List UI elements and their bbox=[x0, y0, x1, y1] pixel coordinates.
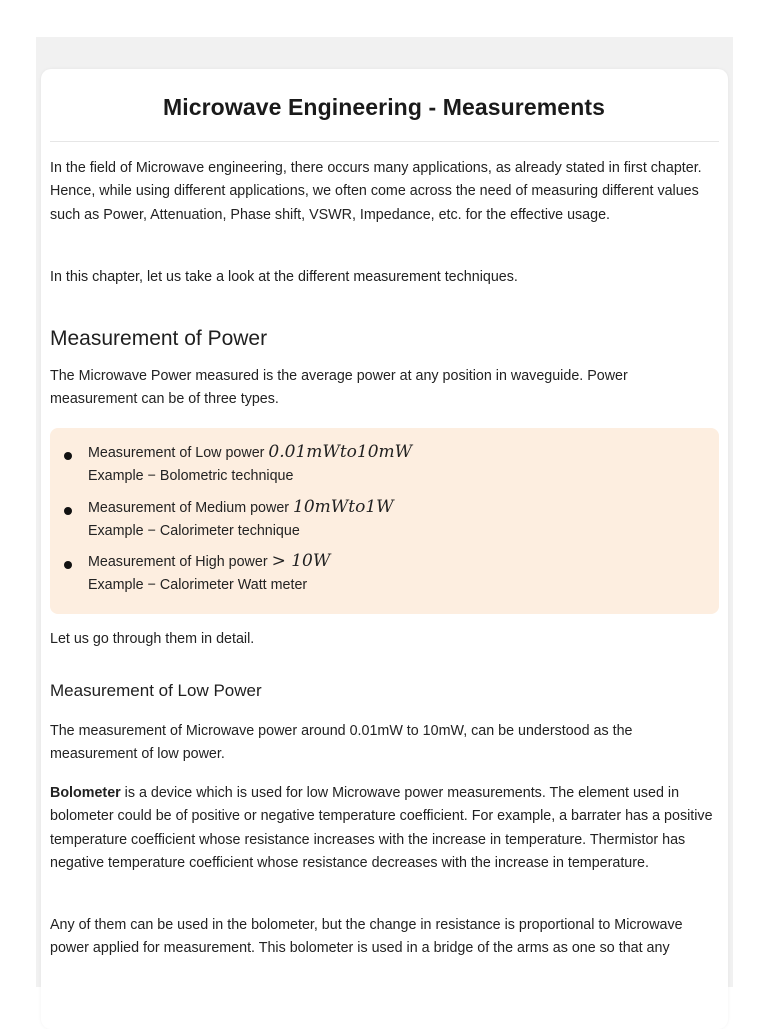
list-item bbox=[88, 550, 330, 598]
low-power-paragraph-3: Any of them can be used in the bolometer, but the change in resistance is proportional to Microwave power applied for measurement. This bolometer is used in a bridge of the arms as one so that any bbox=[50, 917, 683, 957]
bolometer-term: Bolometer bbox=[50, 785, 121, 801]
bolometer-description: is a device which is used for low Microwave power measurements. The element used in bolometer could be of positive or negative temperature coefficient. For example, a barrater has a positive temperature coefficient whose resistance increases with the increase in temperature. Thermistor has negative temperature coefficient whose resistance decreases with the increase in temperature. bbox=[50, 785, 713, 871]
low-power-paragraph-1: The measurement of Microwave power around 0.01mW to 10mW, can be understood as the measurement of low power. bbox=[50, 723, 633, 763]
list-item-math: > 10W bbox=[271, 551, 331, 571]
list-item bbox=[88, 496, 394, 544]
section-heading-low-power: Measurement of Low Power bbox=[50, 681, 262, 700]
bullet bbox=[64, 561, 72, 569]
page-title: Microwave Engineering - Measurements bbox=[162, 94, 605, 120]
list-item bbox=[88, 441, 412, 489]
list-item-label: Measurement of Low power bbox=[88, 445, 265, 461]
list-item-example: Example − Calorimeter Watt meter bbox=[88, 577, 308, 594]
title-divider bbox=[50, 141, 719, 142]
list-item-label: Measurement of Medium power bbox=[88, 500, 290, 516]
list-item-example: Example − Calorimeter technique bbox=[88, 523, 300, 540]
list-item-example: Example − Bolometric technique bbox=[88, 468, 294, 485]
bolometer-paragraph bbox=[50, 782, 718, 875]
bullet bbox=[64, 507, 72, 515]
list-item-label: Measurement of High power bbox=[88, 554, 268, 570]
section-heading-power: Measurement of Power bbox=[50, 327, 268, 350]
list-item-math: 10mWto1W bbox=[293, 497, 394, 517]
intro-paragraph-2: In this chapter, let us take a look at the different measurement techniques. bbox=[50, 269, 518, 285]
detail-paragraph: Let us go through them in detail. bbox=[50, 631, 255, 647]
bullet bbox=[64, 452, 72, 460]
intro-paragraph-1: In the field of Microwave engineering, there occurs many applications, as already stated in first chapter. Hence, while using different applications, we often come across the need of measuring different values such as Power, Attenuation, Phase shift, VSWR, Impedance, etc. for the effective usage. bbox=[50, 160, 702, 223]
power-paragraph: The Microwave Power measured is the average power at any position in waveguide. Power measurement can be of three types. bbox=[50, 368, 628, 408]
list-item-math: 0.01mWto10mW bbox=[268, 442, 413, 462]
